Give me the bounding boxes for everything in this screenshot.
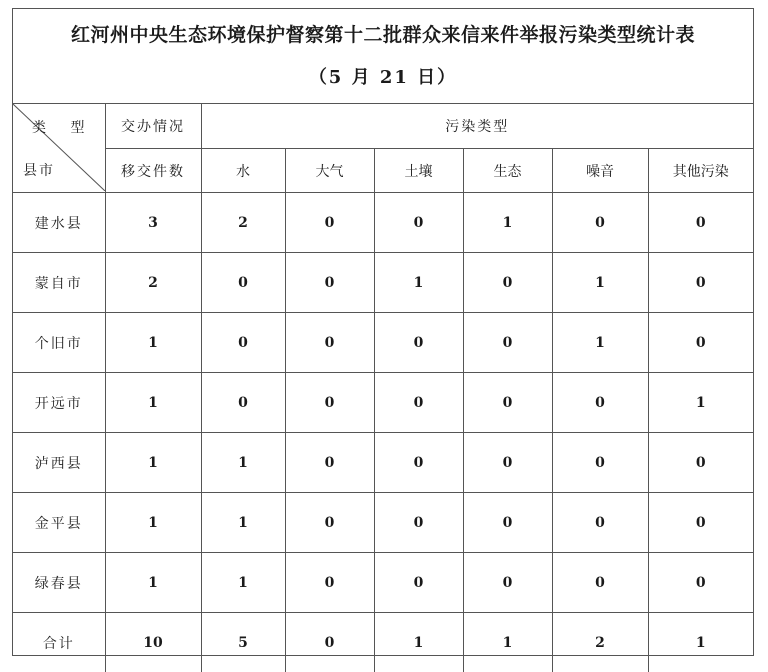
pollution-count-cell: 0 [374, 553, 463, 613]
table-row [13, 493, 753, 553]
pollution-count-cell: 0 [374, 193, 463, 253]
pollution-count-cell: 0 [201, 313, 285, 373]
pollution-count-cell: 0 [285, 373, 374, 433]
county-cell: 建水县 [13, 193, 105, 253]
handed-count-cell: 1 [105, 313, 201, 373]
pollution-count-cell: 0 [648, 553, 753, 613]
corner-county-label: 县市 [23, 160, 55, 180]
pollution-count-cell: 0 [285, 493, 374, 553]
handed-count-header: 移交件数 [105, 149, 201, 193]
header-row-1 [13, 104, 753, 149]
pollution-count-cell: 0 [648, 253, 753, 313]
type-ecology-header: 生态 [463, 149, 552, 193]
pollution-count-cell: 0 [374, 493, 463, 553]
pollution-count-cell: 5 [201, 613, 285, 672]
pollution-count-cell: 0 [648, 193, 753, 253]
pollution-count-cell: 0 [648, 493, 753, 553]
pollution-count-cell: 0 [285, 553, 374, 613]
pollution-count-cell: 1 [463, 193, 552, 253]
corner-type-label: 类 型 [32, 117, 94, 137]
type-air-header: 大气 [285, 149, 374, 193]
pollution-count-cell: 1 [201, 493, 285, 553]
pollution-count-cell: 0 [552, 193, 648, 253]
table-row [13, 373, 753, 433]
pollution-count-cell: 0 [201, 373, 285, 433]
pollution-count-cell: 1 [201, 553, 285, 613]
handed-count-cell: 1 [105, 553, 201, 613]
title-block [13, 9, 753, 104]
type-water-header: 水 [201, 149, 285, 193]
pollution-count-cell: 1 [552, 253, 648, 313]
pollution-count-cell: 1 [374, 253, 463, 313]
handed-count-cell: 1 [105, 433, 201, 493]
county-cell: 泸西县 [13, 433, 105, 493]
pollution-type-table [13, 104, 753, 672]
pollution-count-cell: 1 [648, 613, 753, 672]
handed-count-cell: 1 [105, 373, 201, 433]
pollution-count-cell: 0 [463, 253, 552, 313]
type-soil-header: 土壤 [374, 149, 463, 193]
county-cell: 绿春县 [13, 553, 105, 613]
pollution-count-cell: 2 [552, 613, 648, 672]
pollution-count-cell: 0 [374, 313, 463, 373]
handed-count-cell: 3 [105, 193, 201, 253]
table-row [13, 253, 753, 313]
date-subtitle: （5 月 21 日） [13, 63, 753, 89]
county-cell: 个旧市 [13, 313, 105, 373]
pollution-count-cell: 0 [648, 433, 753, 493]
pollution-type-header: 污染类型 [201, 104, 753, 149]
county-cell: 金平县 [13, 493, 105, 553]
pollution-count-cell: 0 [552, 493, 648, 553]
handling-header: 交办情况 [105, 104, 201, 149]
header-row-2 [13, 149, 753, 193]
corner-header-cell [13, 104, 105, 193]
pollution-count-cell: 0 [374, 373, 463, 433]
pollution-count-cell: 0 [463, 493, 552, 553]
pollution-count-cell: 0 [648, 313, 753, 373]
pollution-count-cell: 0 [552, 373, 648, 433]
pollution-count-cell: 2 [201, 193, 285, 253]
pollution-count-cell: 0 [285, 313, 374, 373]
pollution-count-cell: 0 [552, 433, 648, 493]
table-row [13, 553, 753, 613]
pollution-count-cell: 0 [285, 193, 374, 253]
pollution-count-cell: 0 [463, 313, 552, 373]
pollution-count-cell: 0 [285, 613, 374, 672]
pollution-count-cell: 1 [374, 613, 463, 672]
pollution-count-cell: 0 [463, 553, 552, 613]
pollution-count-cell: 1 [201, 433, 285, 493]
pollution-count-cell: 0 [463, 433, 552, 493]
pollution-count-cell: 1 [463, 613, 552, 672]
handed-count-cell: 1 [105, 493, 201, 553]
pollution-count-cell: 0 [374, 433, 463, 493]
county-cell: 蒙自市 [13, 253, 105, 313]
county-cell: 合计 [13, 613, 105, 672]
county-cell: 开远市 [13, 373, 105, 433]
table-row [13, 313, 753, 373]
table-row [13, 193, 753, 253]
table-row [13, 433, 753, 493]
pollution-count-cell: 1 [552, 313, 648, 373]
pollution-count-cell: 0 [201, 253, 285, 313]
pollution-count-cell: 0 [285, 253, 374, 313]
statistics-sheet [12, 8, 754, 656]
pollution-count-cell: 0 [552, 553, 648, 613]
page-title: 红河州中央生态环境保护督察第十二批群众来信来件举报污染类型统计表 [13, 20, 753, 47]
pollution-count-cell: 0 [463, 373, 552, 433]
table-row [13, 613, 753, 672]
type-other-header: 其他污染 [648, 149, 753, 193]
pollution-count-cell: 1 [648, 373, 753, 433]
pollution-count-cell: 0 [285, 433, 374, 493]
handed-count-cell: 10 [105, 613, 201, 672]
type-noise-header: 噪音 [552, 149, 648, 193]
handed-count-cell: 2 [105, 253, 201, 313]
